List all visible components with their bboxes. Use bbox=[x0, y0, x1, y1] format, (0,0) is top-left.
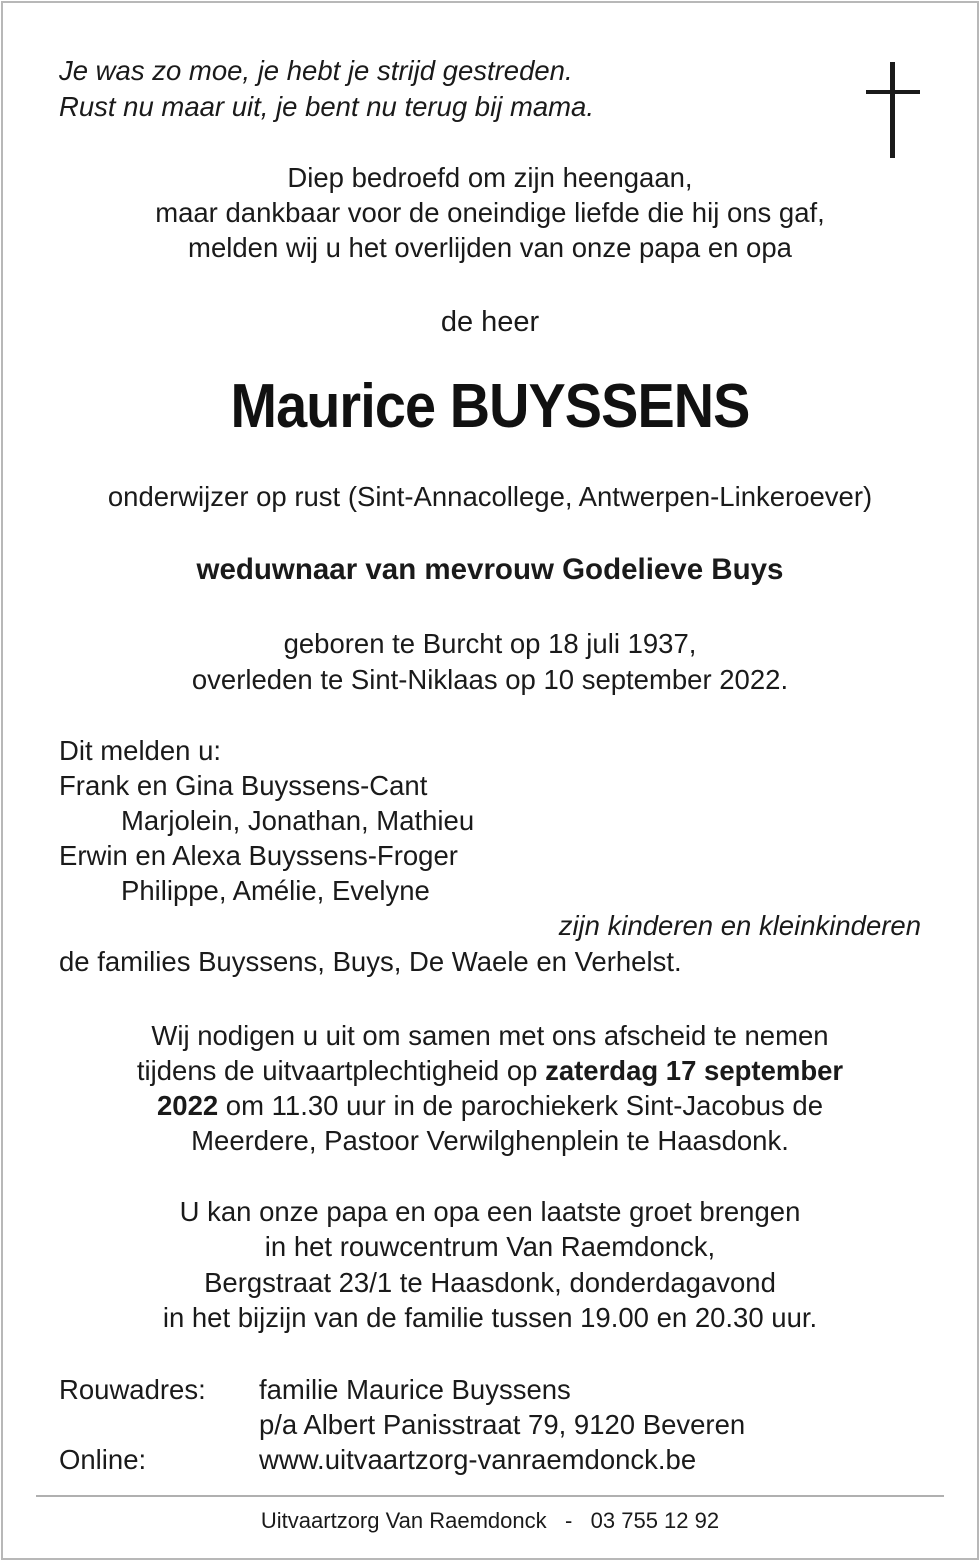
footer-phone: 03 755 12 92 bbox=[590, 1508, 720, 1533]
footer-separator: - bbox=[564, 1508, 573, 1533]
ceremony-year: 2022 bbox=[156, 1090, 219, 1121]
invitation-line-1: Wij nodigen u uit om samen met ons afscheid te nemen bbox=[151, 1020, 829, 1051]
family-grandchildren-1: Marjolein, Jonathan, Mathieu bbox=[121, 805, 475, 836]
family-extended: de families Buyssens, Buys, De Waele en Verhelst. bbox=[59, 946, 682, 977]
address-line-1: familie Maurice Buyssens bbox=[259, 1374, 571, 1405]
footer bbox=[0, 1506, 980, 1536]
occupation: onderwijzer op rust (Sint-Annacollege, Antwerpen-Linkeroever) bbox=[107, 481, 873, 512]
poem-line-1: Je was zo moe, je hebt je strijd gestreden. bbox=[59, 55, 573, 86]
family-grandchildren-2: Philippe, Amélie, Evelyne bbox=[121, 875, 430, 906]
ceremony-date: zaterdag 17 september bbox=[545, 1055, 844, 1086]
invitation-line-3 bbox=[0, 1088, 980, 1124]
intro-line-1: Diep bedroefd om zijn heengaan, bbox=[287, 162, 693, 193]
intro-line-3: melden wij u het overlijden van onze papa en opa bbox=[188, 232, 792, 263]
invitation-line-3-text: om 11.30 uur in de parochiekerk Sint-Jacobus de bbox=[218, 1090, 824, 1121]
address-label: Rouwadres: bbox=[59, 1374, 206, 1405]
intro-line-2: maar dankbaar voor de oneindige liefde die hij ons gaf, bbox=[155, 197, 825, 228]
family-relation: zijn kinderen en kleinkinderen bbox=[558, 910, 921, 941]
widower-line: weduwnaar van mevrouw Godelieve Buys bbox=[196, 553, 784, 586]
invitation-line-2-text: tijdens de uitvaartplechtigheid op bbox=[136, 1055, 546, 1086]
visitation-line-4: in het bijzijn van de familie tussen 19.00 en 20.30 uur. bbox=[162, 1302, 818, 1333]
death-line: overleden te Sint-Niklaas op 10 september 2022. bbox=[191, 664, 789, 695]
title-prefix: de heer bbox=[440, 306, 540, 338]
poem-line-2: Rust nu maar uit, je bent nu terug bij mama. bbox=[59, 91, 594, 122]
online-label: Online: bbox=[59, 1444, 147, 1475]
deceased-name: Maurice BUYSSENS bbox=[230, 372, 750, 441]
family-heading: Dit melden u: bbox=[59, 735, 222, 766]
footer-divider bbox=[36, 1495, 944, 1497]
invitation-line-2 bbox=[0, 1053, 980, 1089]
online-url: www.uitvaartzorg-vanraemdonck.be bbox=[259, 1444, 697, 1475]
family-couple-2: Erwin en Alexa Buyssens-Froger bbox=[59, 840, 458, 871]
footer-company: Uitvaartzorg Van Raemdonck bbox=[260, 1508, 547, 1533]
visitation-line-2: in het rouwcentrum Van Raemdonck, bbox=[264, 1231, 716, 1262]
family-couple-1: Frank en Gina Buyssens-Cant bbox=[59, 770, 428, 801]
birth-line: geboren te Burcht op 18 juli 1937, bbox=[283, 628, 697, 659]
address-line-2: p/a Albert Panisstraat 79, 9120 Beveren bbox=[259, 1409, 746, 1440]
visitation-line-1: U kan onze papa en opa een laatste groet brengen bbox=[179, 1196, 801, 1227]
invitation-line-4: Meerdere, Pastoor Verwilghenplein te Haasdonk. bbox=[191, 1125, 789, 1156]
visitation-line-3: Bergstraat 23/1 te Haasdonk, donderdagavond bbox=[204, 1267, 776, 1298]
